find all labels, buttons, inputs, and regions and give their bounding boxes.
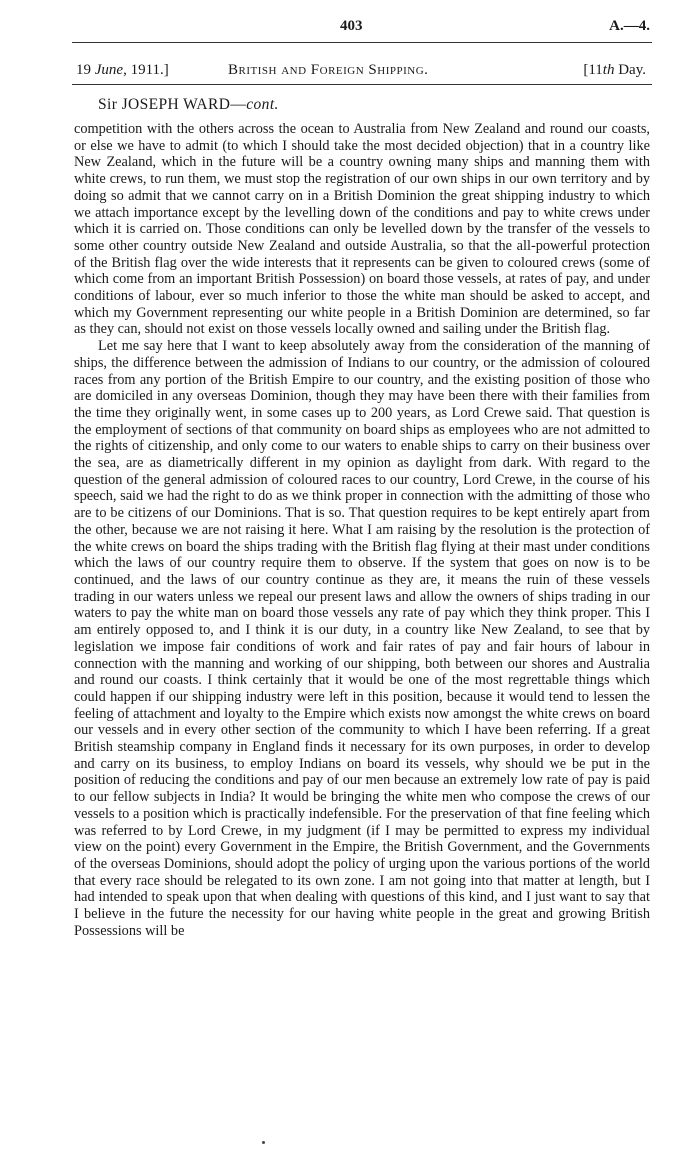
header-rule-top bbox=[72, 42, 652, 43]
paragraph: Let me say here that I want to keep absolutely away from the consideration of the manning of ships, the difference between the admission of Indians to our country, or the admission of coloured races from any portion of the British Empire to our country, and the existing position of those who are domiciled in any overseas Dominion, though they may have been there with their families from the time they originally went, in some cases up to 200 years, as Lord Crewe said. That question is the employment of sections of that community on board ships as employees who are not admitted to the rights of citizenship, and only come to our waters to enable ships to carry on their business over the sea, are as diametrically different in my opinion as daylight from dark. With regard to the question of the general admission of coloured races to our country, Lord Crewe, in the course of his speech, said we had the right to do as we think proper in connection with the admitting of those who are to be citizens of our Dominions. That is so. That question requires to be kept entirely apart from the other, because we are not raising it here. What I am raising by the resolution is the protection of the white crews on board the ships trading with the British flag flying at their mast under conditions which the laws of our country require them to observe. If the system that goes on now is to be continued, and the laws of our country continue as they are, it means the ruin of these vessels trading in our waters unless we repeal our present laws and allow the owners of ships trading in our waters to pay the white man on board those vessels any rate of pay which they think proper. This I am entirely opposed to, and I think it is our duty, in a country like New Zealand, to see that by legislation we impose fair conditions of work and fair rates of pay and fair hours of labour in connection with the manning and working of our shipping, both between our shores and Australia and round our coasts. I think certainly that it would be one of the most regrettable things which could happen if our shipping industry were left in this position, because it would tend to lessen the feeling of attachment and loyalty to the Empire which exists now amongst the white crews on board our vessels and in every other section of the community to which I have been referring. If a great British steamship company in England finds it necessary for its own purposes, in order to develop and carry on its business, to employ Indians on board its vessels, why should we be put in the position of reducing the conditions and pay of our men because an extremely low rate of pay is paid to our fellow subjects in India? It would be bringing the white men who compose the crews of our vessels to a position which is practically indefensible. For the preservation of that fine feeling which was referred to by Lord Crewe, in my judgment (if I may be permitted to express my individual view on the point) every Government in the Empire, the British Government, and the Governments of the overseas Dominions, should adopt the policy of urging upon the various portions of the world that every race should be relegated to its own zone. I am not going into that matter at length, but I had intended to speak upon that when dealing with questions of this kind, and I just want to say that I believe in the future the necessity for our having white people in the great and growing British Possessions will be bbox=[74, 338, 650, 939]
header-rule-bottom bbox=[72, 84, 652, 85]
page-top-header bbox=[0, 18, 700, 38]
section-title: British and Foreign Shipping. bbox=[228, 62, 429, 78]
speaker-heading: Sir JOSEPH WARD—cont. bbox=[98, 96, 279, 113]
speech-body bbox=[74, 121, 650, 939]
session-day: [11th Day. bbox=[583, 62, 646, 78]
print-mark bbox=[262, 1141, 265, 1144]
paper-reference: A.—4. bbox=[609, 18, 650, 34]
paragraph: competition with the others across the ocean to Australia from New Zealand and round our coasts, or else we have to admit (to which I should take the most decided objection) that in a country like New Zealand, which in the future will be a country owning many ships and manning them with white crews, to run them, we must stop the registration of our own ships in our own territory and by doing so admit that we cannot carry on in a British Dominion the great shipping industry to which we attach importance except by the levelling down of the conditions and pay to white crews under which it is carried on. Those conditions can only be levelled down by the transfer of the vessels to some other country outside New Zealand and outside Australia, so that the all-powerful protection of the British flag over the wide interests that it represents can be given to coloured crews (some of which come from an important British Possession) on board those vessels, at rates of pay, and under conditions of labour, ever so much inferior to those the white man should be asked to accept, and which my Government representing our white people in a British Dominion are determined, so far as they can, should not exist on those vessels locally owned and sailing under the British flag. bbox=[74, 121, 650, 338]
running-header bbox=[76, 62, 646, 82]
page-number: 403 bbox=[340, 18, 363, 34]
session-date: 19 June, 1911.] bbox=[76, 62, 169, 78]
